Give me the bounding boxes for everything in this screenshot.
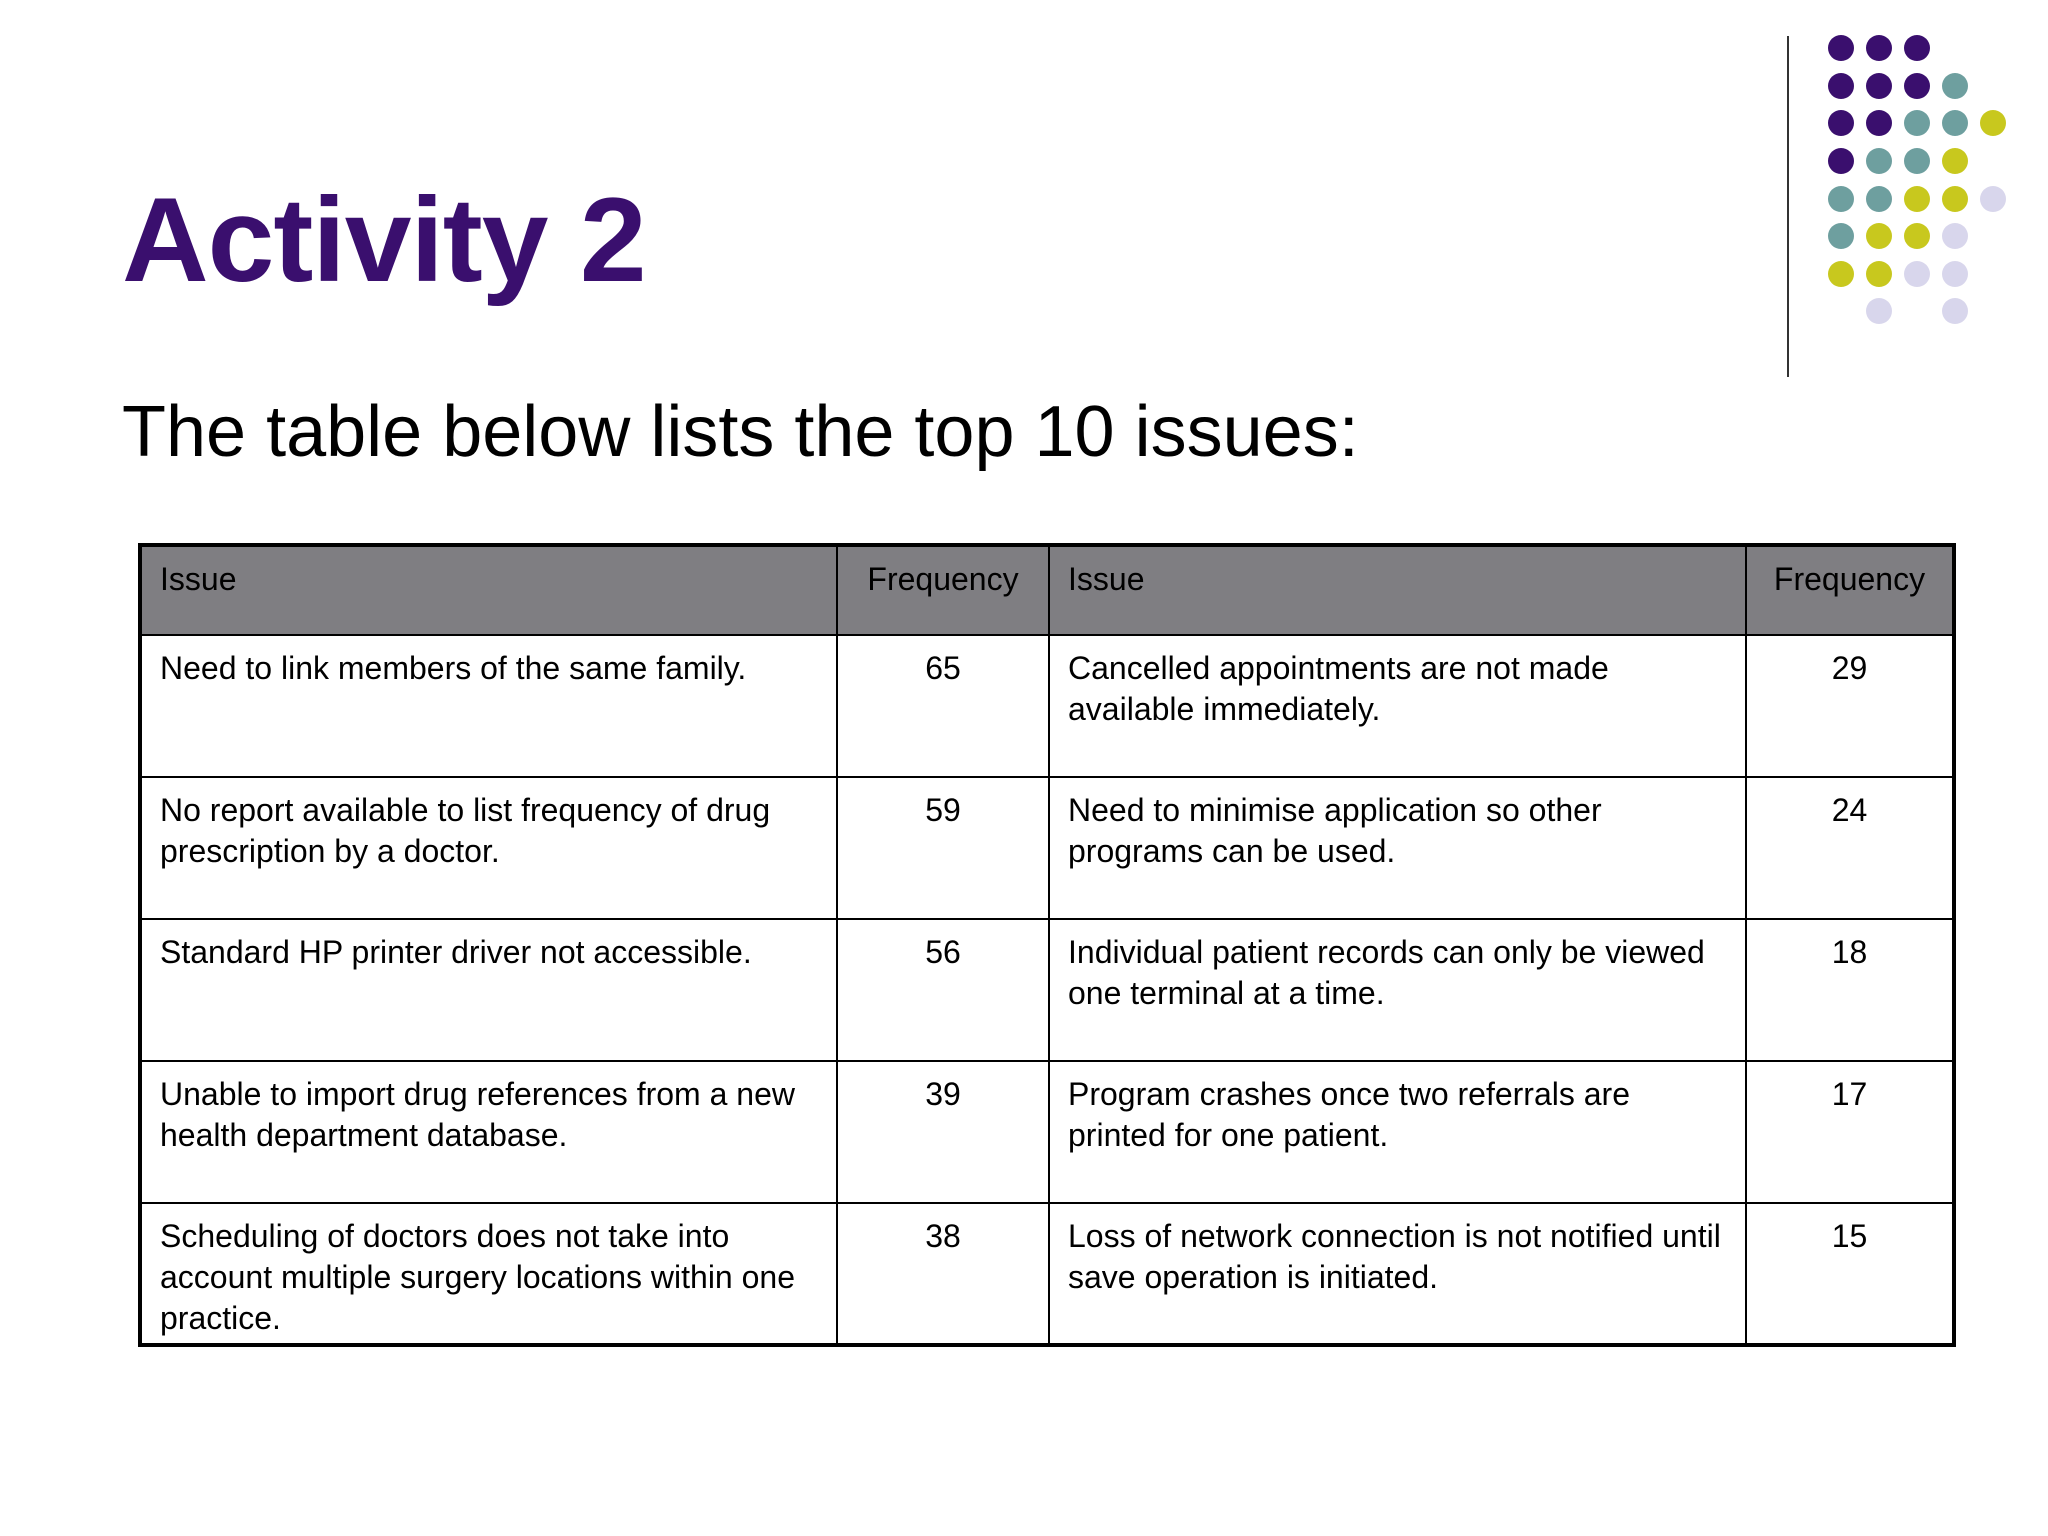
dot (1866, 110, 1892, 136)
dot (1942, 73, 1968, 99)
frequency-cell: 29 (1746, 635, 1954, 777)
dot (1942, 298, 1968, 324)
dot (1866, 223, 1892, 249)
column-header-frequency: Frequency (837, 545, 1049, 635)
frequency-cell: 24 (1746, 777, 1954, 919)
issue-cell: Need to link members of the same family. (140, 635, 837, 777)
dot (1904, 110, 1930, 136)
frequency-cell: 56 (837, 919, 1049, 1061)
table-row (140, 919, 1954, 1061)
dot (1942, 110, 1968, 136)
column-header-frequency: Frequency (1746, 545, 1954, 635)
dot (1828, 148, 1854, 174)
dot (1980, 110, 2006, 136)
dot (1904, 35, 1930, 61)
dot (1866, 261, 1892, 287)
dot (1904, 186, 1930, 212)
dot (1980, 186, 2006, 212)
issue-cell: No report available to list frequency of drug prescription by a doctor. (140, 777, 837, 919)
issue-cell: Unable to import drug references from a new health department database. (140, 1061, 837, 1203)
frequency-cell: 18 (1746, 919, 1954, 1061)
dot (1904, 73, 1930, 99)
frequency-cell: 17 (1746, 1061, 1954, 1203)
frequency-cell: 15 (1746, 1203, 1954, 1345)
table-header-row (140, 545, 1954, 635)
dot (1942, 261, 1968, 287)
frequency-cell: 39 (837, 1061, 1049, 1203)
dot (1904, 148, 1930, 174)
dot (1866, 73, 1892, 99)
dot (1828, 35, 1854, 61)
table-row (140, 635, 1954, 777)
dot (1828, 186, 1854, 212)
dot (1866, 148, 1892, 174)
dot (1942, 186, 1968, 212)
issue-cell: Cancelled appointments are not made available immediately. (1049, 635, 1746, 777)
dot (1904, 261, 1930, 287)
issue-cell: Scheduling of doctors does not take into account multiple surgery locations within one practice. (140, 1203, 837, 1345)
slide-subtitle: The table below lists the top 10 issues: (122, 392, 1359, 472)
table-row (140, 1203, 1954, 1345)
frequency-cell: 38 (837, 1203, 1049, 1345)
dot (1942, 223, 1968, 249)
frequency-cell: 65 (837, 635, 1049, 777)
dot (1866, 298, 1892, 324)
dot (1866, 35, 1892, 61)
dot (1828, 261, 1854, 287)
dot (1828, 73, 1854, 99)
issue-cell: Individual patient records can only be viewed one terminal at a time. (1049, 919, 1746, 1061)
issue-cell: Need to minimise application so other programs can be used. (1049, 777, 1746, 919)
dot (1942, 148, 1968, 174)
table-row (140, 777, 1954, 919)
divider-line (1787, 36, 1789, 377)
issue-cell: Program crashes once two referrals are printed for one patient. (1049, 1061, 1746, 1203)
table-row (140, 1061, 1954, 1203)
dot (1904, 223, 1930, 249)
dot (1828, 110, 1854, 136)
dot (1866, 186, 1892, 212)
frequency-cell: 59 (837, 777, 1049, 919)
slide-title: Activity 2 (122, 173, 646, 307)
issues-table (138, 543, 1956, 1347)
issue-cell: Loss of network connection is not notified until save operation is initiated. (1049, 1203, 1746, 1345)
column-header-issue: Issue (140, 545, 837, 635)
dot (1828, 223, 1854, 249)
issue-cell: Standard HP printer driver not accessible. (140, 919, 837, 1061)
column-header-issue: Issue (1049, 545, 1746, 635)
